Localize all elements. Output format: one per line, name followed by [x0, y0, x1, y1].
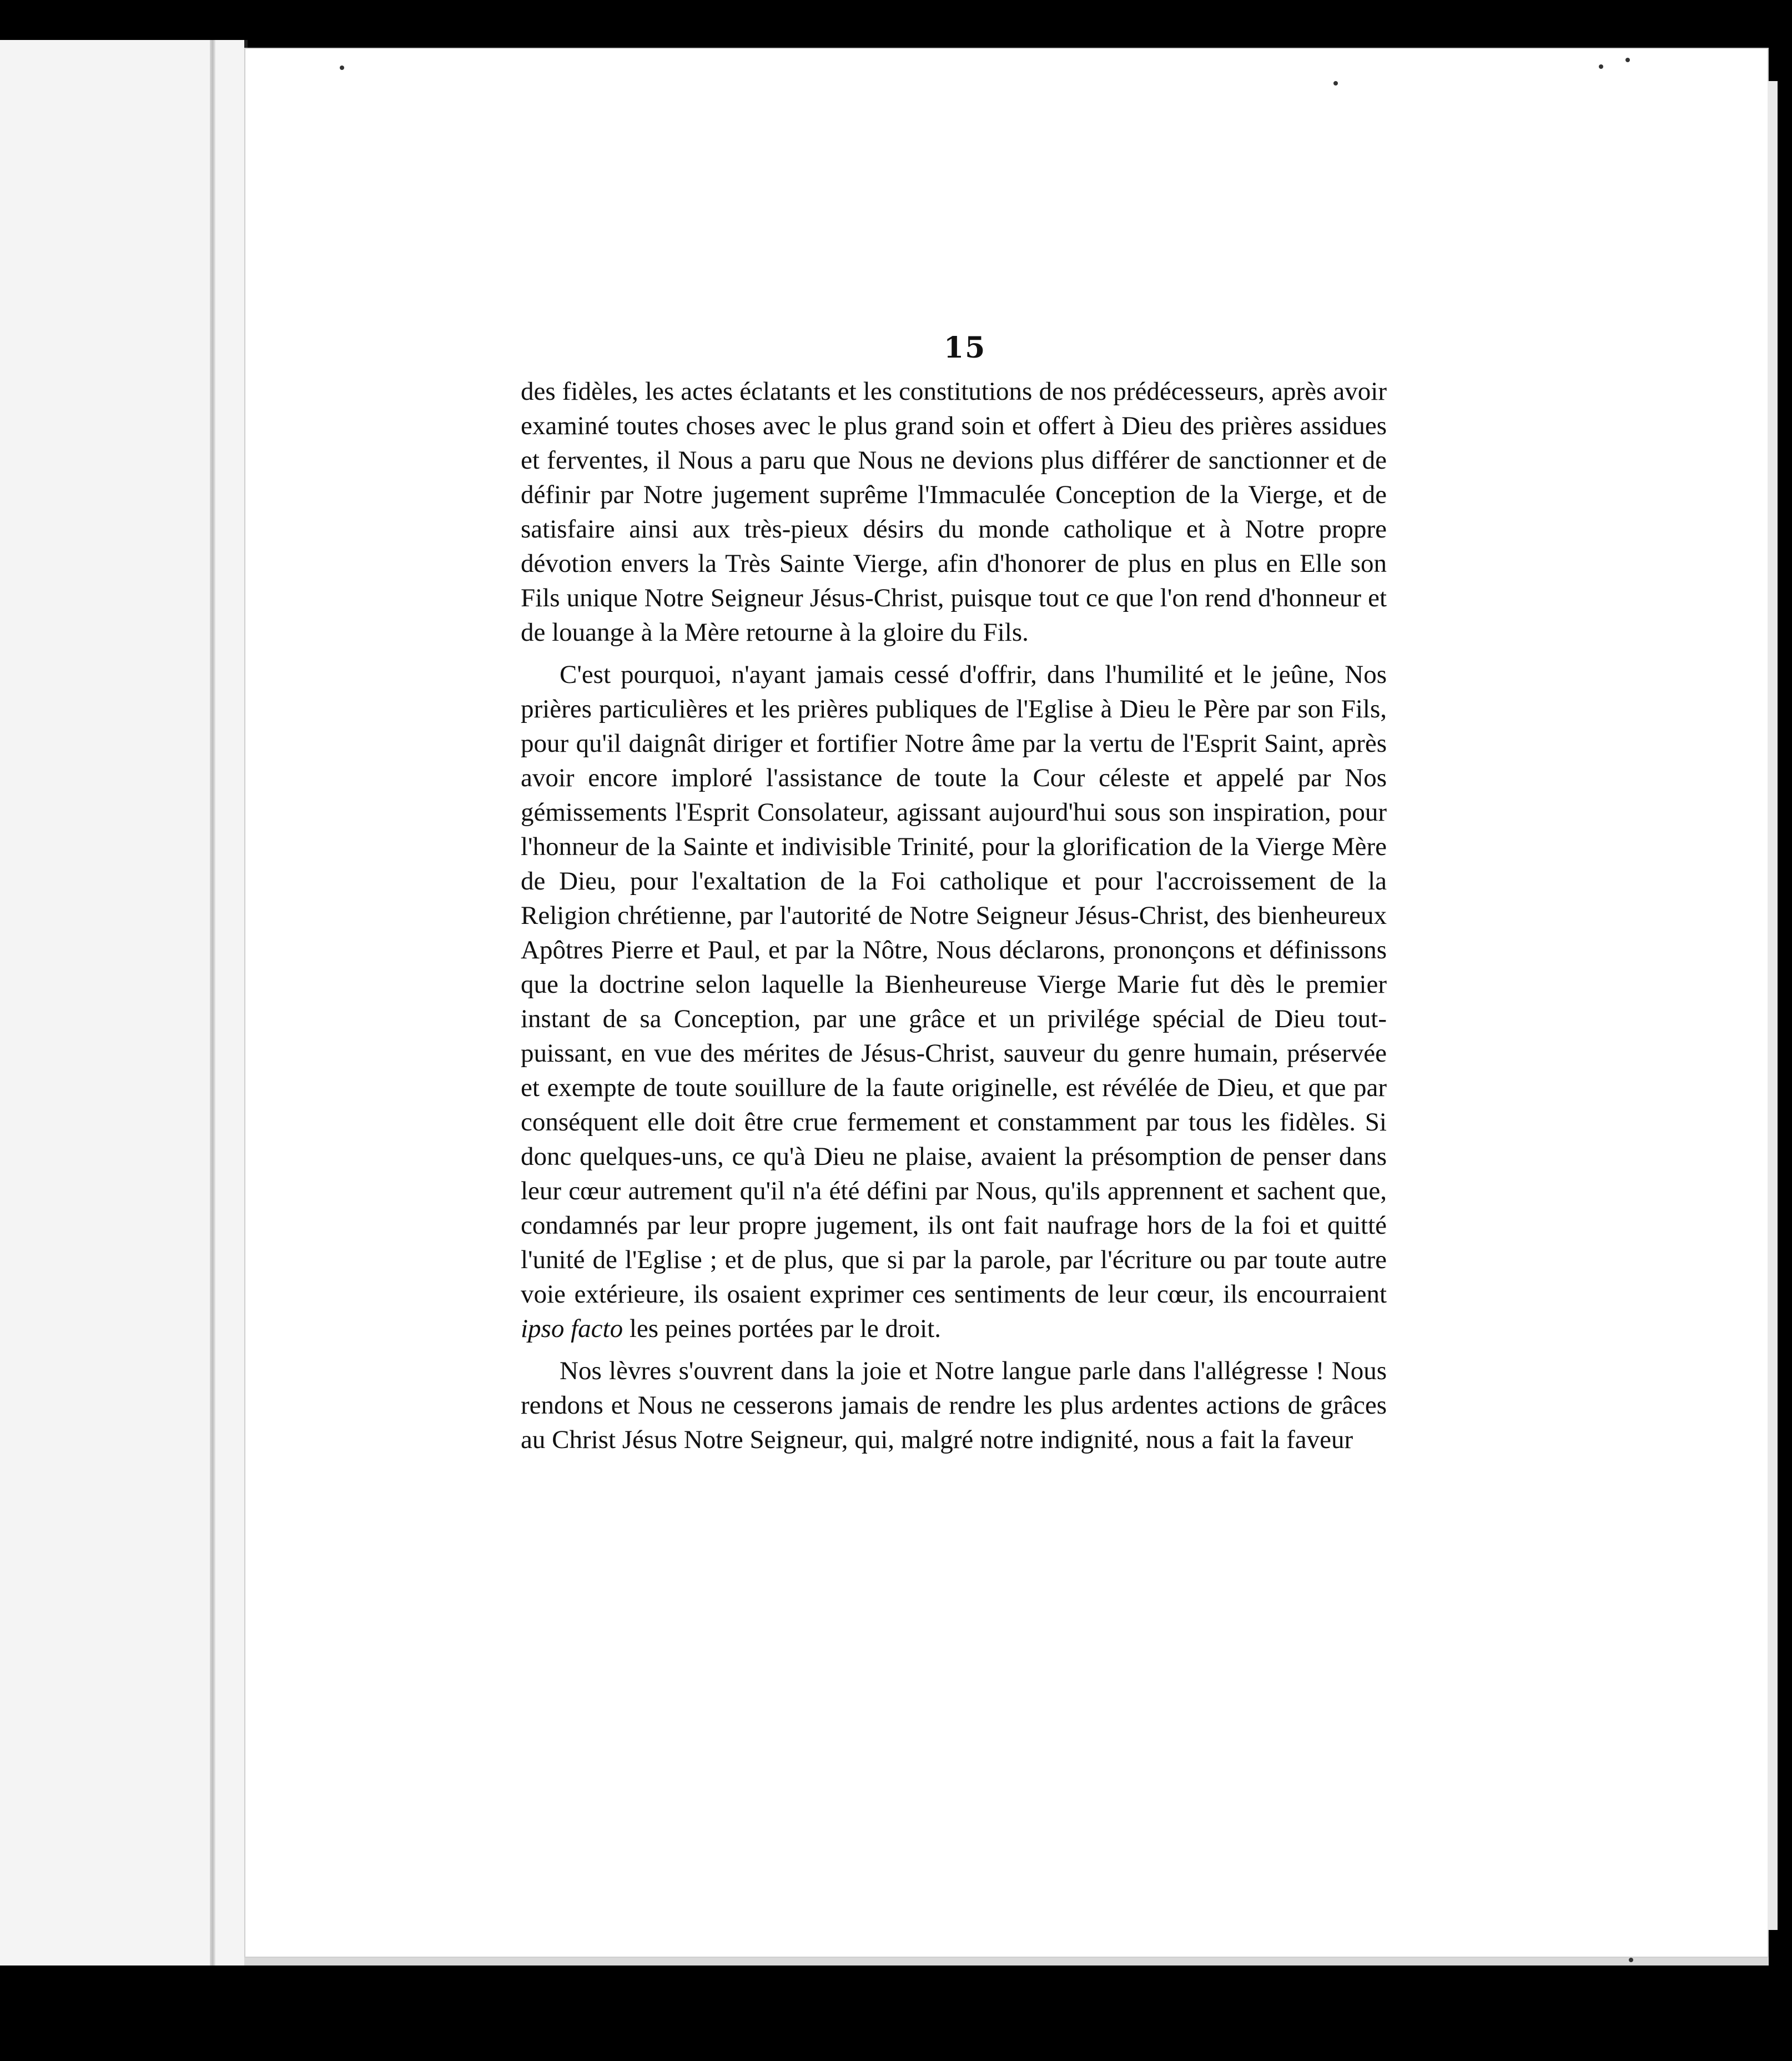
italic-phrase: ipso facto [521, 1314, 623, 1343]
scan-speck [1333, 81, 1338, 86]
paragraph [521, 657, 1387, 1346]
paragraph-text: les peines portées par le droit. [623, 1314, 942, 1343]
scan-speck [340, 66, 344, 70]
paragraph [521, 374, 1387, 650]
page-right-edge [1768, 81, 1778, 1930]
body-text [521, 374, 1387, 1465]
paragraph-text: C'est pourquoi, n'ayant jamais cessé d'offrir, dans l'humilité et le jeûne, Nos prières particulières et les prières publiques de l'Eglise à Dieu le Père par son Fils, pour qu'il daignât diriger et fortifier Notre âme par la vertu de l'Esprit Saint, après avoir encore imploré l'assistance de toute la Cour céleste et appelé par Nos gémissements l'Esprit Consolateur, agissant aujourd'hui sous son inspiration, pour l'honneur de la Sainte et indivisible Trinité, pour la glorification de la Vierge Mère de Dieu, pour l'exaltation de la Foi catholique et pour l'accroissement de la Religion chrétienne, par l'autorité de Notre Seigneur Jésus-Christ, des bienheureux Apôtres Pierre et Paul, et par la Nôtre, Nous déclarons, prononçons et définissons que la doctrine selon laquelle la Bienheureuse Vierge Marie fut dès le premier instant de sa Conception, par une grâce et un privilége spécial de Dieu tout-puissant, en vue des mérites de Jésus-Christ, sauveur du genre humain, préservée et exempte de toute souillure de la faute originelle, est révélée de Dieu, et que par conséquent elle doit être crue fermement et constamment par tous les fidèles. Si donc quelques-uns, ce qu'à Dieu ne plaise, avaient la présomption de penser dans leur cœur autrement qu'il n'a été défini par Nous, qu'ils apprennent et sachent que, condamnés par leur propre jugement, ils ont fait naufrage hors de la foi et quitté l'unité de l'Eglise ; et de plus, que si par la parole, par l'écriture ou par toute autre voie extérieure, ils osaient exprimer ces sentiments de leur cœur, ils encourraient [521, 660, 1387, 1309]
scan-speck [1599, 64, 1603, 69]
page-number: 15 [944, 331, 986, 365]
paragraph-text: des fidèles, les actes éclatants et les constitutions de nos prédécesseurs, après avoir examiné toutes choses avec le plus grand soin et offert à Dieu des prières assidues et ferventes, il Nous a paru que Nous ne devions plus différer de sanctionner et de définir par Notre jugement suprême l'Immaculée Conception de la Vierge, et de satisfaire ainsi aux très-pieux désirs du monde catholique et à Notre propre dévotion envers la Très Sainte Vierge, afin d'honorer de plus en plus en Elle son Fils unique Notre Seigneur Jésus-Christ, puisque tout ce que l'on rend d'honneur et de louange à la Mère retourne à la gloire du Fils. [521, 377, 1387, 647]
scan-speck [1625, 58, 1630, 62]
page-bottom-edge [244, 1958, 1769, 1966]
scan-speck [1629, 1958, 1633, 1962]
previous-page-edge [0, 40, 248, 1966]
paragraph-text: Nos lèvres s'ouvrent dans la joie et Notre langue parle dans l'allégresse ! Nous rendons et Nous ne cesserons jamais de rendre les plus ardentes actions de grâces au Christ Jésus Notre Seigneur, qui, malgré notre indignité, nous a fait la faveur [521, 1356, 1387, 1454]
paragraph [521, 1354, 1387, 1457]
page-fold [210, 40, 215, 1966]
